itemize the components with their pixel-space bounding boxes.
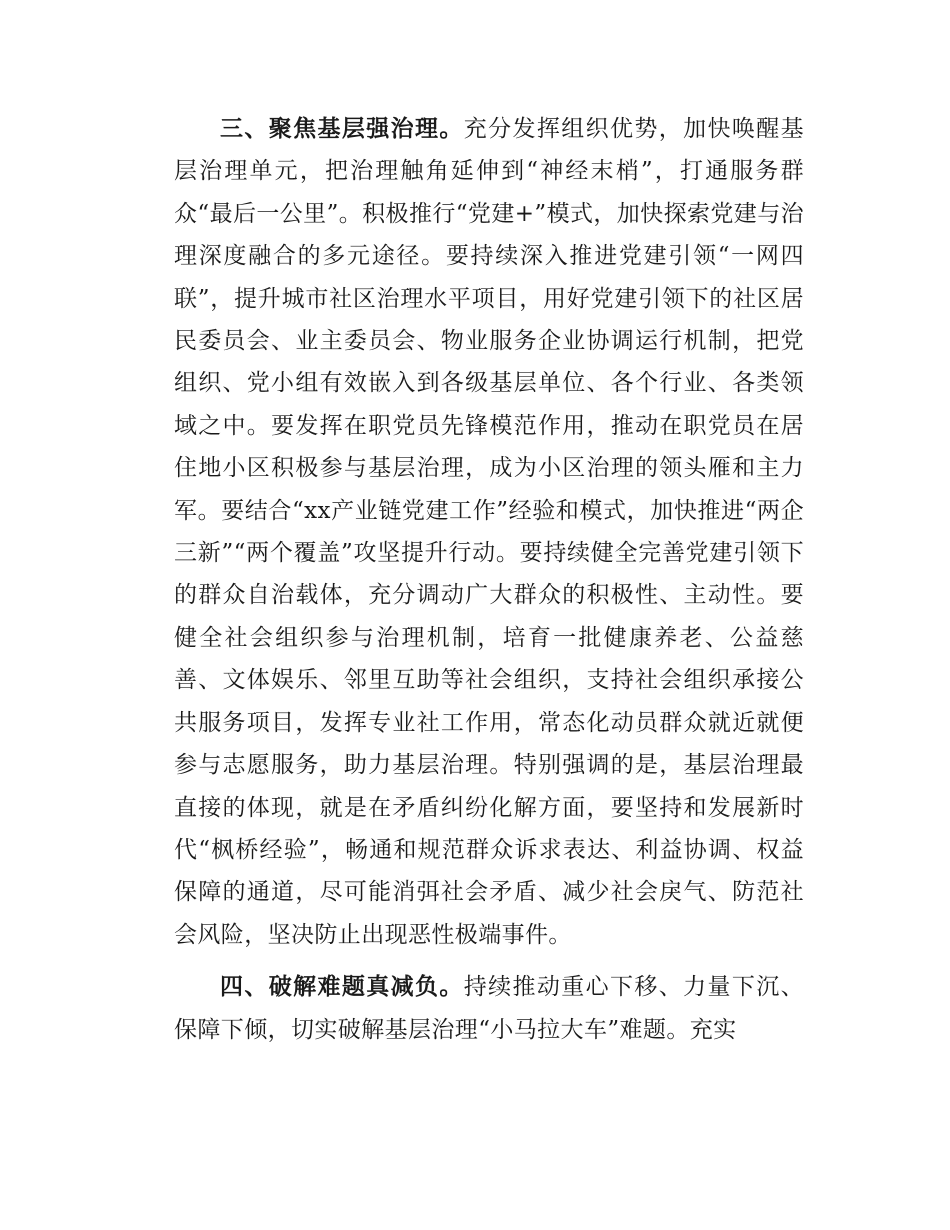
paragraph-section-three [174,108,804,956]
document-body [174,108,804,1051]
paragraph-section-four [174,966,804,1051]
section-three-body: 充分发挥组织优势，加快唤醒基层治理单元，把治理触角延伸到“神经末梢”，打通服务群众“最后一公里”。积极推行“党建+”模式，加快探索党建与治理深度融合的多元途径。要持续深入推进党建引领“一网四联”，提升城市社区治理水平项目，用好党建引领下的社区居民委员会、业主委员会、物业服务企业协调运行机制，把党组织、党小组有效嵌入到各级基层单位、各个行业、各类领域之中。要发挥在职党员先锋模范作用，推动在职党员在居住地小区积极参与基层治理，成为小区治理的领头雁和主力军。要结合“xx产业链党建工作”经验和模式，加快推进“两企三新”“两个覆盖”攻坚提升行动。要持续健全完善党建引领下的群众自治载体，充分调动广大群众的积极性、主动性。要健全社会组织参与治理机制，培育一批健康养老、公益慈善、文体娱乐、邻里互助等社会组织，支持社会组织承接公共服务项目，发挥专业社工作用，常态化动员群众就近就便参与志愿服务，助力基层治理。特别强调的是，基层治理最直接的体现，就是在矛盾纠纷化解方面，要坚持和发展新时代“枫桥经验”，畅通和规范群众诉求表达、利益协调、权益保障的通道，尽可能消弭社会矛盾、减少社会戾气、防范社会风险，坚决防止出现恶性极端事件。 [174,116,805,948]
section-four-body: 持续推动重心下移、力量下沉、保障下倾，切实破解基层治理“小马拉大车”难题。充实 [174,974,805,1043]
section-four-heading: 四、破解难题真减负。 [220,973,464,1001]
section-three-heading: 三、聚焦基层强治理。 [220,115,464,142]
